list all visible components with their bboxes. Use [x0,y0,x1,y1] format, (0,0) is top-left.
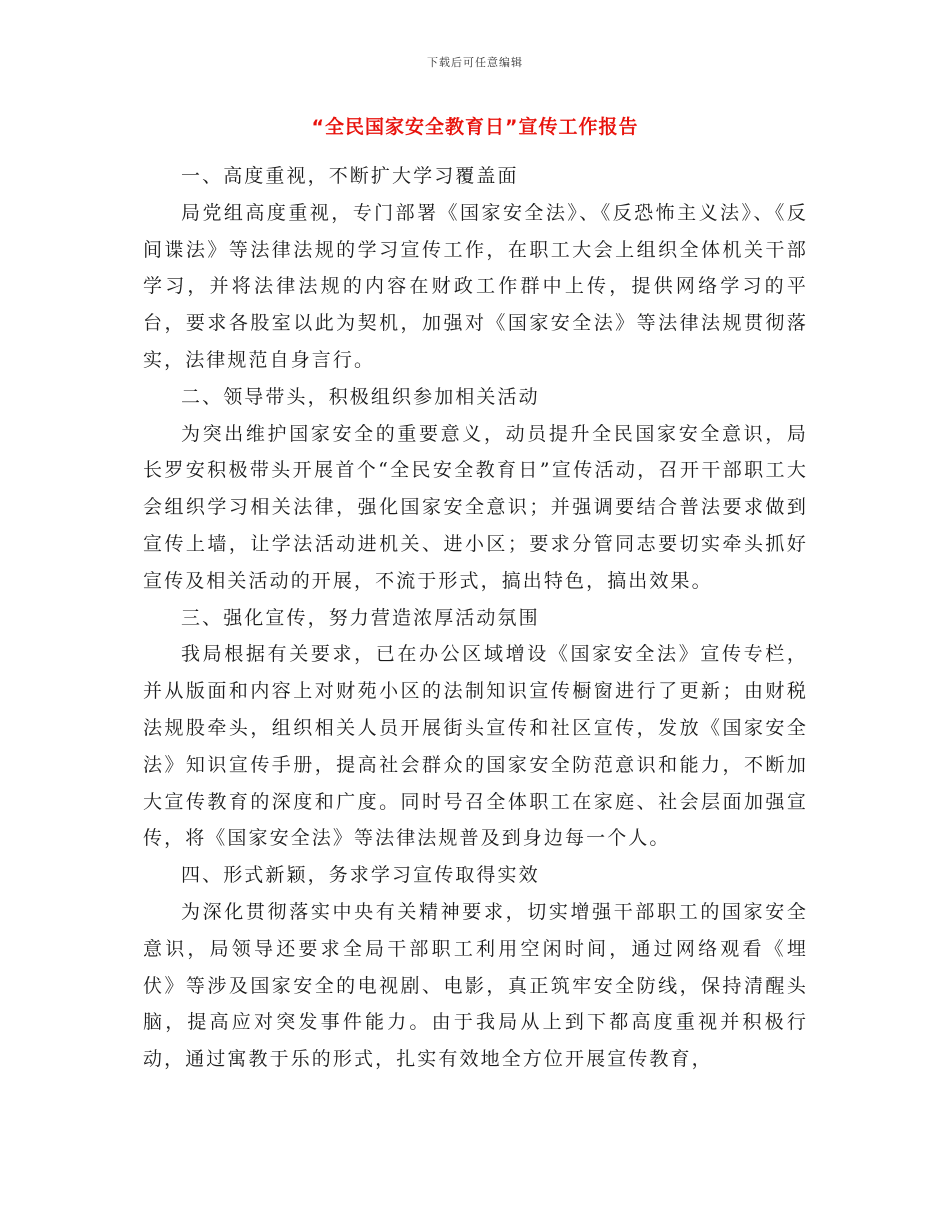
section-heading-1: 一、高度重视，不断扩大学习覆盖面 [181,165,519,187]
section-heading-2: 二、领导带头，积极组织参加相关活动 [181,385,540,408]
section-heading-4: 四、形式新颖，务求学习宣传取得实效 [181,864,540,887]
document-body [143,158,808,1078]
section-heading-3: 三、强化宣传，努力营造浓厚活动氛围 [181,606,540,629]
document-title: “全民国家安全教育日”宣传工作报告 [311,116,639,138]
page-header-note: 下载后可任意编辑 [427,56,523,69]
paragraph-2: 为突出维护国家安全的重要意义，动员提升全民国家安全意识，局长罗安积极带头开展首个“全民安全教育日”宣传活动，召开干部职工大会组织学习相关法律，强化国家安全意识；并强调要结合普法要求做到宣传上墙，让学法活动进机关、进小区；要求分管同志要切实牵头抓好宣传及相关活动的开展，不流于形式，搞出特色，搞出效果。 [143,422,808,592]
paragraph-4: 为深化贯彻落实中央有关精神要求，切实增强干部职工的国家安全意识，局领导还要求全局干部职工利用空闲时间，通过网络观看《埋伏》等涉及国家安全的电视剧、电影，真正筑牢安全防线，保持清醒头脑，提高应对突发事件能力。由于我局从上到下都高度重视并积极行动，通过寓教于乐的形式，扎实有效地全方位开展宣传教育， [143,900,808,1071]
paragraph-1: 局党组高度重视，专门部署《国家安全法》、《反恐怖主义法》、《反间谍法》等法律法规的学习宣传工作，在职工大会上组织全体机关干部学习，并将法律法规的内容在财政工作群中上传，提供网络学习的平台，要求各股室以此为契机，加强对《国家安全法》等法律法规贯彻落实，法律规范自身言行。 [143,201,808,371]
paragraph-3: 我局根据有关要求，已在办公区域增设《国家安全法》宣传专栏，并从版面和内容上对财苑小区的法制知识宣传橱窗进行了更新；由财税法规股牵头，组织相关人员开展街头宣传和社区宣传，发放《国家安全法》知识宣传手册，提高社会群众的国家安全防范意识和能力，不断加大宣传教育的深度和广度。同时号召全体职工在家庭、社会层面加强宣传，将《国家安全法》等法律法规普及到身边每一个人。 [143,643,808,850]
